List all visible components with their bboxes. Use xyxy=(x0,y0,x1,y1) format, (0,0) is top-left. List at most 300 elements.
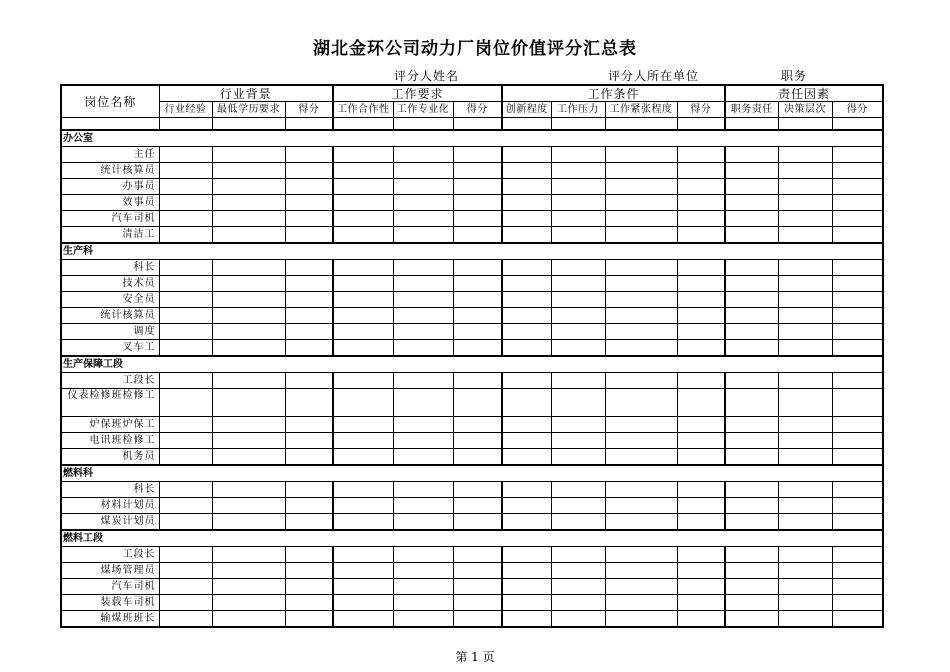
score-cell[interactable] xyxy=(551,579,605,595)
score-cell[interactable] xyxy=(453,195,502,211)
score-cell[interactable] xyxy=(725,611,778,628)
score-cell[interactable] xyxy=(832,611,883,628)
score-cell[interactable] xyxy=(778,482,832,498)
score-cell[interactable] xyxy=(832,179,883,195)
score-cell[interactable] xyxy=(551,308,605,324)
score-cell[interactable] xyxy=(212,482,285,498)
score-cell[interactable] xyxy=(333,195,393,211)
score-cell[interactable] xyxy=(502,227,551,244)
score-cell[interactable] xyxy=(677,292,725,308)
score-cell[interactable] xyxy=(159,433,212,449)
score-cell[interactable] xyxy=(393,595,453,611)
score-cell[interactable] xyxy=(551,211,605,227)
score-cell[interactable] xyxy=(502,276,551,292)
score-cell[interactable] xyxy=(551,563,605,579)
score-cell[interactable] xyxy=(212,163,285,179)
score-cell[interactable] xyxy=(285,611,333,628)
score-cell[interactable] xyxy=(832,389,883,417)
score-cell[interactable] xyxy=(778,292,832,308)
score-cell[interactable] xyxy=(502,389,551,417)
score-cell[interactable] xyxy=(453,227,502,244)
score-cell[interactable] xyxy=(502,147,551,163)
score-cell[interactable] xyxy=(453,514,502,531)
score-cell[interactable] xyxy=(725,276,778,292)
score-cell[interactable] xyxy=(551,514,605,531)
score-cell[interactable] xyxy=(725,514,778,531)
score-cell[interactable] xyxy=(832,579,883,595)
score-cell[interactable] xyxy=(677,563,725,579)
score-cell[interactable] xyxy=(159,163,212,179)
score-cell[interactable] xyxy=(453,482,502,498)
score-cell[interactable] xyxy=(778,163,832,179)
score-cell[interactable] xyxy=(212,579,285,595)
score-cell[interactable] xyxy=(605,179,677,195)
score-cell[interactable] xyxy=(605,563,677,579)
score-cell[interactable] xyxy=(725,292,778,308)
score-cell[interactable] xyxy=(778,433,832,449)
score-cell[interactable] xyxy=(832,308,883,324)
score-cell[interactable] xyxy=(551,260,605,276)
score-cell[interactable] xyxy=(453,340,502,357)
score-cell[interactable] xyxy=(333,179,393,195)
score-cell[interactable] xyxy=(605,611,677,628)
score-cell[interactable] xyxy=(832,433,883,449)
score-cell[interactable] xyxy=(502,260,551,276)
score-cell[interactable] xyxy=(285,482,333,498)
score-cell[interactable] xyxy=(502,563,551,579)
score-cell[interactable] xyxy=(605,195,677,211)
score-cell[interactable] xyxy=(333,563,393,579)
score-cell[interactable] xyxy=(502,417,551,433)
score-cell[interactable] xyxy=(393,389,453,417)
score-cell[interactable] xyxy=(453,373,502,389)
score-cell[interactable] xyxy=(212,227,285,244)
score-cell[interactable] xyxy=(677,611,725,628)
score-cell[interactable] xyxy=(453,308,502,324)
score-cell[interactable] xyxy=(453,547,502,563)
score-cell[interactable] xyxy=(212,324,285,340)
score-cell[interactable] xyxy=(605,514,677,531)
score-cell[interactable] xyxy=(453,611,502,628)
score-cell[interactable] xyxy=(502,611,551,628)
score-cell[interactable] xyxy=(778,179,832,195)
score-cell[interactable] xyxy=(677,324,725,340)
score-cell[interactable] xyxy=(159,195,212,211)
score-cell[interactable] xyxy=(285,195,333,211)
score-cell[interactable] xyxy=(159,514,212,531)
score-cell[interactable] xyxy=(778,211,832,227)
score-cell[interactable] xyxy=(453,579,502,595)
score-cell[interactable] xyxy=(725,449,778,466)
score-cell[interactable] xyxy=(832,563,883,579)
score-cell[interactable] xyxy=(159,227,212,244)
score-cell[interactable] xyxy=(502,579,551,595)
score-cell[interactable] xyxy=(551,179,605,195)
score-cell[interactable] xyxy=(393,449,453,466)
score-cell[interactable] xyxy=(725,324,778,340)
score-cell[interactable] xyxy=(333,433,393,449)
score-cell[interactable] xyxy=(285,579,333,595)
score-cell[interactable] xyxy=(159,340,212,357)
score-cell[interactable] xyxy=(159,211,212,227)
score-cell[interactable] xyxy=(725,482,778,498)
score-cell[interactable] xyxy=(159,547,212,563)
score-cell[interactable] xyxy=(677,260,725,276)
score-cell[interactable] xyxy=(285,276,333,292)
score-cell[interactable] xyxy=(502,547,551,563)
score-cell[interactable] xyxy=(502,163,551,179)
score-cell[interactable] xyxy=(605,498,677,514)
score-cell[interactable] xyxy=(285,324,333,340)
score-cell[interactable] xyxy=(832,449,883,466)
score-cell[interactable] xyxy=(551,373,605,389)
score-cell[interactable] xyxy=(725,389,778,417)
score-cell[interactable] xyxy=(212,433,285,449)
score-cell[interactable] xyxy=(453,260,502,276)
score-cell[interactable] xyxy=(778,611,832,628)
score-cell[interactable] xyxy=(453,417,502,433)
score-cell[interactable] xyxy=(212,292,285,308)
score-cell[interactable] xyxy=(159,595,212,611)
score-cell[interactable] xyxy=(725,579,778,595)
score-cell[interactable] xyxy=(605,260,677,276)
score-cell[interactable] xyxy=(333,211,393,227)
score-cell[interactable] xyxy=(778,498,832,514)
score-cell[interactable] xyxy=(333,260,393,276)
score-cell[interactable] xyxy=(453,292,502,308)
score-cell[interactable] xyxy=(832,276,883,292)
score-cell[interactable] xyxy=(605,417,677,433)
score-cell[interactable] xyxy=(551,340,605,357)
score-cell[interactable] xyxy=(393,514,453,531)
score-cell[interactable] xyxy=(725,147,778,163)
score-cell[interactable] xyxy=(212,563,285,579)
score-cell[interactable] xyxy=(212,308,285,324)
score-cell[interactable] xyxy=(159,147,212,163)
score-cell[interactable] xyxy=(605,547,677,563)
score-cell[interactable] xyxy=(453,163,502,179)
score-cell[interactable] xyxy=(551,389,605,417)
score-cell[interactable] xyxy=(832,147,883,163)
score-cell[interactable] xyxy=(605,579,677,595)
score-cell[interactable] xyxy=(333,611,393,628)
score-cell[interactable] xyxy=(778,389,832,417)
score-cell[interactable] xyxy=(333,276,393,292)
score-cell[interactable] xyxy=(453,433,502,449)
score-cell[interactable] xyxy=(778,195,832,211)
score-cell[interactable] xyxy=(393,417,453,433)
score-cell[interactable] xyxy=(212,179,285,195)
score-cell[interactable] xyxy=(778,340,832,357)
score-cell[interactable] xyxy=(551,547,605,563)
score-cell[interactable] xyxy=(677,147,725,163)
score-cell[interactable] xyxy=(502,595,551,611)
score-cell[interactable] xyxy=(832,498,883,514)
score-cell[interactable] xyxy=(778,147,832,163)
score-cell[interactable] xyxy=(677,195,725,211)
score-cell[interactable] xyxy=(285,547,333,563)
score-cell[interactable] xyxy=(393,276,453,292)
score-cell[interactable] xyxy=(333,340,393,357)
score-cell[interactable] xyxy=(212,611,285,628)
score-cell[interactable] xyxy=(677,595,725,611)
score-cell[interactable] xyxy=(159,308,212,324)
score-cell[interactable] xyxy=(159,563,212,579)
score-cell[interactable] xyxy=(778,260,832,276)
score-cell[interactable] xyxy=(285,498,333,514)
score-cell[interactable] xyxy=(605,292,677,308)
score-cell[interactable] xyxy=(551,417,605,433)
score-cell[interactable] xyxy=(333,163,393,179)
score-cell[interactable] xyxy=(285,163,333,179)
score-cell[interactable] xyxy=(502,195,551,211)
score-cell[interactable] xyxy=(212,276,285,292)
score-cell[interactable] xyxy=(605,276,677,292)
score-cell[interactable] xyxy=(778,547,832,563)
score-cell[interactable] xyxy=(725,595,778,611)
score-cell[interactable] xyxy=(551,163,605,179)
score-cell[interactable] xyxy=(159,373,212,389)
score-cell[interactable] xyxy=(605,595,677,611)
score-cell[interactable] xyxy=(212,373,285,389)
score-cell[interactable] xyxy=(453,595,502,611)
score-cell[interactable] xyxy=(453,276,502,292)
score-cell[interactable] xyxy=(212,449,285,466)
score-cell[interactable] xyxy=(159,260,212,276)
score-cell[interactable] xyxy=(551,276,605,292)
score-cell[interactable] xyxy=(502,292,551,308)
score-cell[interactable] xyxy=(677,163,725,179)
score-cell[interactable] xyxy=(333,449,393,466)
score-cell[interactable] xyxy=(285,514,333,531)
score-cell[interactable] xyxy=(605,373,677,389)
score-cell[interactable] xyxy=(212,514,285,531)
score-cell[interactable] xyxy=(333,417,393,433)
score-cell[interactable] xyxy=(677,276,725,292)
score-cell[interactable] xyxy=(605,389,677,417)
score-cell[interactable] xyxy=(333,373,393,389)
score-cell[interactable] xyxy=(212,498,285,514)
score-cell[interactable] xyxy=(551,482,605,498)
score-cell[interactable] xyxy=(212,211,285,227)
score-cell[interactable] xyxy=(333,595,393,611)
score-cell[interactable] xyxy=(832,482,883,498)
score-cell[interactable] xyxy=(778,324,832,340)
score-cell[interactable] xyxy=(725,417,778,433)
score-cell[interactable] xyxy=(393,308,453,324)
score-cell[interactable] xyxy=(285,433,333,449)
score-cell[interactable] xyxy=(725,547,778,563)
score-cell[interactable] xyxy=(725,433,778,449)
score-cell[interactable] xyxy=(778,514,832,531)
score-cell[interactable] xyxy=(502,340,551,357)
score-cell[interactable] xyxy=(677,514,725,531)
score-cell[interactable] xyxy=(725,195,778,211)
score-cell[interactable] xyxy=(725,211,778,227)
score-cell[interactable] xyxy=(393,211,453,227)
score-cell[interactable] xyxy=(453,211,502,227)
score-cell[interactable] xyxy=(778,595,832,611)
score-cell[interactable] xyxy=(502,211,551,227)
score-cell[interactable] xyxy=(605,163,677,179)
score-cell[interactable] xyxy=(159,389,212,417)
score-cell[interactable] xyxy=(453,563,502,579)
score-cell[interactable] xyxy=(502,433,551,449)
score-cell[interactable] xyxy=(677,211,725,227)
score-cell[interactable] xyxy=(285,211,333,227)
score-cell[interactable] xyxy=(677,417,725,433)
score-cell[interactable] xyxy=(453,389,502,417)
score-cell[interactable] xyxy=(393,498,453,514)
score-cell[interactable] xyxy=(333,308,393,324)
score-cell[interactable] xyxy=(212,147,285,163)
score-cell[interactable] xyxy=(159,276,212,292)
score-cell[interactable] xyxy=(605,324,677,340)
score-cell[interactable] xyxy=(832,324,883,340)
score-cell[interactable] xyxy=(778,308,832,324)
score-cell[interactable] xyxy=(285,340,333,357)
score-cell[interactable] xyxy=(502,324,551,340)
score-cell[interactable] xyxy=(285,147,333,163)
score-cell[interactable] xyxy=(159,611,212,628)
score-cell[interactable] xyxy=(677,482,725,498)
score-cell[interactable] xyxy=(677,547,725,563)
score-cell[interactable] xyxy=(502,373,551,389)
score-cell[interactable] xyxy=(212,389,285,417)
score-cell[interactable] xyxy=(778,227,832,244)
score-cell[interactable] xyxy=(832,547,883,563)
score-cell[interactable] xyxy=(551,611,605,628)
score-cell[interactable] xyxy=(677,373,725,389)
score-cell[interactable] xyxy=(393,433,453,449)
score-cell[interactable] xyxy=(453,449,502,466)
score-cell[interactable] xyxy=(605,449,677,466)
score-cell[interactable] xyxy=(393,482,453,498)
score-cell[interactable] xyxy=(333,579,393,595)
score-cell[interactable] xyxy=(212,547,285,563)
score-cell[interactable] xyxy=(453,324,502,340)
score-cell[interactable] xyxy=(285,449,333,466)
score-cell[interactable] xyxy=(393,195,453,211)
score-cell[interactable] xyxy=(551,433,605,449)
score-cell[interactable] xyxy=(677,179,725,195)
score-cell[interactable] xyxy=(453,147,502,163)
score-cell[interactable] xyxy=(605,211,677,227)
score-cell[interactable] xyxy=(778,417,832,433)
score-cell[interactable] xyxy=(393,260,453,276)
score-cell[interactable] xyxy=(212,595,285,611)
score-cell[interactable] xyxy=(725,163,778,179)
score-cell[interactable] xyxy=(159,292,212,308)
score-cell[interactable] xyxy=(677,340,725,357)
score-cell[interactable] xyxy=(551,292,605,308)
score-cell[interactable] xyxy=(285,563,333,579)
score-cell[interactable] xyxy=(212,417,285,433)
score-cell[interactable] xyxy=(502,179,551,195)
score-cell[interactable] xyxy=(333,292,393,308)
score-cell[interactable] xyxy=(677,227,725,244)
score-cell[interactable] xyxy=(832,595,883,611)
score-cell[interactable] xyxy=(393,563,453,579)
score-cell[interactable] xyxy=(832,373,883,389)
score-cell[interactable] xyxy=(502,308,551,324)
score-cell[interactable] xyxy=(832,292,883,308)
score-cell[interactable] xyxy=(551,449,605,466)
score-cell[interactable] xyxy=(393,340,453,357)
score-cell[interactable] xyxy=(159,498,212,514)
score-cell[interactable] xyxy=(333,547,393,563)
score-cell[interactable] xyxy=(778,563,832,579)
score-cell[interactable] xyxy=(393,163,453,179)
score-cell[interactable] xyxy=(832,211,883,227)
score-cell[interactable] xyxy=(393,373,453,389)
score-cell[interactable] xyxy=(677,389,725,417)
score-cell[interactable] xyxy=(159,579,212,595)
score-cell[interactable] xyxy=(333,498,393,514)
score-cell[interactable] xyxy=(285,227,333,244)
score-cell[interactable] xyxy=(502,498,551,514)
score-cell[interactable] xyxy=(453,179,502,195)
score-cell[interactable] xyxy=(832,260,883,276)
score-cell[interactable] xyxy=(832,417,883,433)
score-cell[interactable] xyxy=(159,179,212,195)
score-cell[interactable] xyxy=(285,308,333,324)
score-cell[interactable] xyxy=(393,611,453,628)
score-cell[interactable] xyxy=(677,498,725,514)
score-cell[interactable] xyxy=(502,482,551,498)
score-cell[interactable] xyxy=(551,195,605,211)
score-cell[interactable] xyxy=(725,227,778,244)
score-cell[interactable] xyxy=(551,227,605,244)
score-cell[interactable] xyxy=(778,579,832,595)
score-cell[interactable] xyxy=(725,373,778,389)
score-cell[interactable] xyxy=(725,308,778,324)
score-cell[interactable] xyxy=(285,292,333,308)
score-cell[interactable] xyxy=(551,498,605,514)
score-cell[interactable] xyxy=(159,417,212,433)
score-cell[interactable] xyxy=(333,227,393,244)
score-cell[interactable] xyxy=(333,514,393,531)
score-cell[interactable] xyxy=(212,195,285,211)
score-cell[interactable] xyxy=(285,260,333,276)
score-cell[interactable] xyxy=(285,179,333,195)
score-cell[interactable] xyxy=(212,340,285,357)
score-cell[interactable] xyxy=(778,373,832,389)
score-cell[interactable] xyxy=(677,308,725,324)
score-cell[interactable] xyxy=(502,514,551,531)
score-cell[interactable] xyxy=(832,163,883,179)
score-cell[interactable] xyxy=(832,514,883,531)
score-cell[interactable] xyxy=(393,147,453,163)
score-cell[interactable] xyxy=(832,340,883,357)
score-cell[interactable] xyxy=(393,324,453,340)
score-cell[interactable] xyxy=(393,227,453,244)
score-cell[interactable] xyxy=(285,373,333,389)
score-cell[interactable] xyxy=(393,579,453,595)
score-cell[interactable] xyxy=(159,324,212,340)
score-cell[interactable] xyxy=(778,449,832,466)
score-cell[interactable] xyxy=(502,449,551,466)
score-cell[interactable] xyxy=(605,147,677,163)
score-cell[interactable] xyxy=(725,260,778,276)
score-cell[interactable] xyxy=(605,433,677,449)
score-cell[interactable] xyxy=(605,227,677,244)
score-cell[interactable] xyxy=(285,417,333,433)
score-cell[interactable] xyxy=(333,147,393,163)
score-cell[interactable] xyxy=(551,324,605,340)
score-cell[interactable] xyxy=(725,563,778,579)
score-cell[interactable] xyxy=(605,482,677,498)
